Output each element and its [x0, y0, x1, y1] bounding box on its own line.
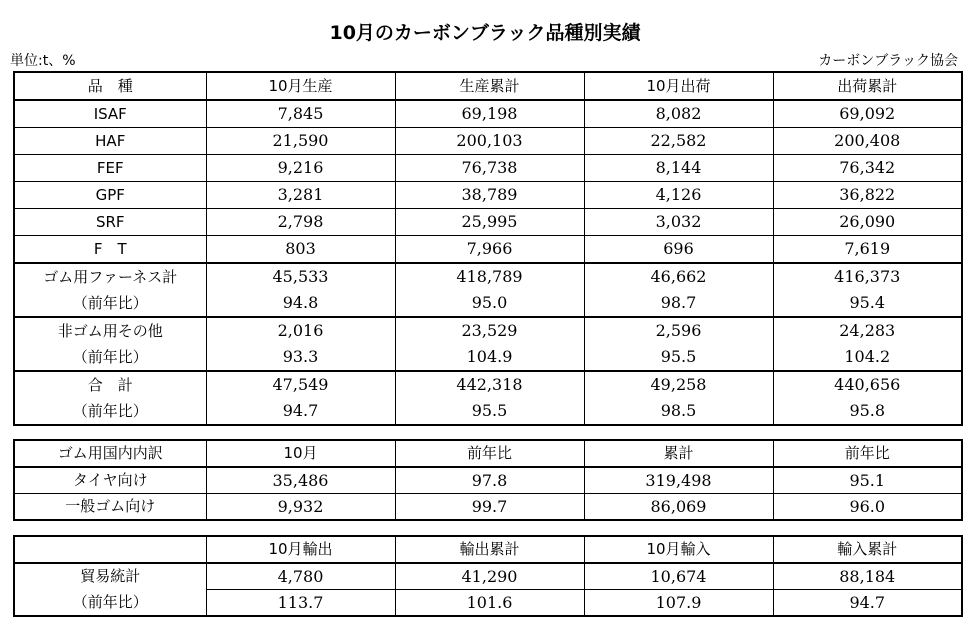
row-label: F T	[14, 236, 206, 264]
row-label: （前年比）	[14, 590, 206, 617]
table-row	[14, 182, 962, 209]
table-cell: 97.8	[395, 467, 584, 494]
table-cell: 46,662	[584, 263, 773, 290]
table-cell: 7,845	[206, 100, 395, 128]
table-cell: 96.0	[773, 494, 962, 521]
table-row	[14, 344, 962, 371]
header-row	[14, 536, 962, 563]
table-cell: 95.1	[773, 467, 962, 494]
column-header: 出荷累計	[773, 72, 962, 100]
column-header: 累計	[584, 440, 773, 467]
unit-label: 単位:t、%	[10, 53, 76, 69]
table-cell: 76,738	[395, 155, 584, 182]
table-cell: 7,619	[773, 236, 962, 264]
table-cell: 69,198	[395, 100, 584, 128]
table-row	[14, 563, 962, 590]
production-table	[13, 71, 963, 426]
table-cell: 99.7	[395, 494, 584, 521]
domestic-breakdown-table	[13, 439, 963, 521]
table-cell: 2,016	[206, 317, 395, 344]
table-row	[14, 467, 962, 494]
table-cell: 98.7	[584, 290, 773, 317]
table-cell: 94.8	[206, 290, 395, 317]
table-cell: 98.5	[584, 398, 773, 425]
table-cell: 4,126	[584, 182, 773, 209]
table-cell: 7,966	[395, 236, 584, 264]
table-cell: 25,995	[395, 209, 584, 236]
table-cell: 440,656	[773, 371, 962, 398]
row-label: GPF	[14, 182, 206, 209]
table-cell: 107.9	[584, 590, 773, 617]
table-cell: 9,216	[206, 155, 395, 182]
table-row	[14, 128, 962, 155]
trade-statistics-table	[13, 535, 963, 617]
column-header: 前年比	[395, 440, 584, 467]
table-cell: 47,549	[206, 371, 395, 398]
table-row	[14, 317, 962, 344]
column-header: 輸出累計	[395, 536, 584, 563]
column-header: 生産累計	[395, 72, 584, 100]
table-row	[14, 100, 962, 128]
row-label: 貿易統計	[14, 563, 206, 590]
table-cell: 2,798	[206, 209, 395, 236]
table-cell: 23,529	[395, 317, 584, 344]
table-cell: 26,090	[773, 209, 962, 236]
table-cell: 200,408	[773, 128, 962, 155]
table-cell: 9,932	[206, 494, 395, 521]
table-cell: 21,590	[206, 128, 395, 155]
row-label: タイヤ向け	[14, 467, 206, 494]
row-label: （前年比）	[14, 290, 206, 317]
table-cell: 104.2	[773, 344, 962, 371]
row-label: （前年比）	[14, 344, 206, 371]
table-cell: 696	[584, 236, 773, 264]
header-row	[14, 440, 962, 467]
column-header: 前年比	[773, 440, 962, 467]
table-row	[14, 155, 962, 182]
table-row	[14, 371, 962, 398]
row-label: ISAF	[14, 100, 206, 128]
table-cell: 93.3	[206, 344, 395, 371]
column-header	[14, 536, 206, 563]
table-cell: 35,486	[206, 467, 395, 494]
table-cell: 8,082	[584, 100, 773, 128]
table-cell: 95.0	[395, 290, 584, 317]
row-label: ゴム用ファーネス計	[14, 263, 206, 290]
table-cell: 49,258	[584, 371, 773, 398]
table-cell: 319,498	[584, 467, 773, 494]
table-cell: 803	[206, 236, 395, 264]
table-cell: 442,318	[395, 371, 584, 398]
table-cell: 10,674	[584, 563, 773, 590]
table-row	[14, 398, 962, 425]
page-title: 10月のカーボンブラック品種別実績	[329, 22, 641, 44]
row-label: 一般ゴム向け	[14, 494, 206, 521]
table-cell: 24,283	[773, 317, 962, 344]
table-cell: 45,533	[206, 263, 395, 290]
column-header: ゴム用国内内訳	[14, 440, 206, 467]
column-header: 10月輸入	[584, 536, 773, 563]
table-row	[14, 290, 962, 317]
table-row	[14, 590, 962, 617]
table-cell: 3,281	[206, 182, 395, 209]
table-cell: 8,144	[584, 155, 773, 182]
table-cell: 95.5	[395, 398, 584, 425]
table-row	[14, 236, 962, 264]
table-cell: 41,290	[395, 563, 584, 590]
table-cell: 94.7	[206, 398, 395, 425]
column-header: 10月出荷	[584, 72, 773, 100]
row-label: HAF	[14, 128, 206, 155]
row-label: （前年比）	[14, 398, 206, 425]
table-cell: 113.7	[206, 590, 395, 617]
column-header: 10月	[206, 440, 395, 467]
table-row	[14, 209, 962, 236]
table-cell: 69,092	[773, 100, 962, 128]
table-cell: 22,582	[584, 128, 773, 155]
table-cell: 200,103	[395, 128, 584, 155]
table-cell: 104.9	[395, 344, 584, 371]
table-cell: 95.5	[584, 344, 773, 371]
table-row	[14, 263, 962, 290]
table-cell: 416,373	[773, 263, 962, 290]
table-cell: 2,596	[584, 317, 773, 344]
table-cell: 88,184	[773, 563, 962, 590]
table-cell: 101.6	[395, 590, 584, 617]
row-label: 合 計	[14, 371, 206, 398]
column-header: 10月生産	[206, 72, 395, 100]
table-row	[14, 494, 962, 521]
table-cell: 418,789	[395, 263, 584, 290]
table-cell: 94.7	[773, 590, 962, 617]
table-cell: 95.8	[773, 398, 962, 425]
column-header: 輸入累計	[773, 536, 962, 563]
table-cell: 3,032	[584, 209, 773, 236]
row-label: 非ゴム用その他	[14, 317, 206, 344]
table-cell: 86,069	[584, 494, 773, 521]
table-cell: 4,780	[206, 563, 395, 590]
column-header: 品 種	[14, 72, 206, 100]
table-cell: 76,342	[773, 155, 962, 182]
row-label: FEF	[14, 155, 206, 182]
table-cell: 36,822	[773, 182, 962, 209]
table-cell: 95.4	[773, 290, 962, 317]
source-label: カーボンブラック協会	[818, 53, 958, 69]
table-cell: 38,789	[395, 182, 584, 209]
header-row	[14, 72, 962, 100]
row-label: SRF	[14, 209, 206, 236]
column-header: 10月輸出	[206, 536, 395, 563]
